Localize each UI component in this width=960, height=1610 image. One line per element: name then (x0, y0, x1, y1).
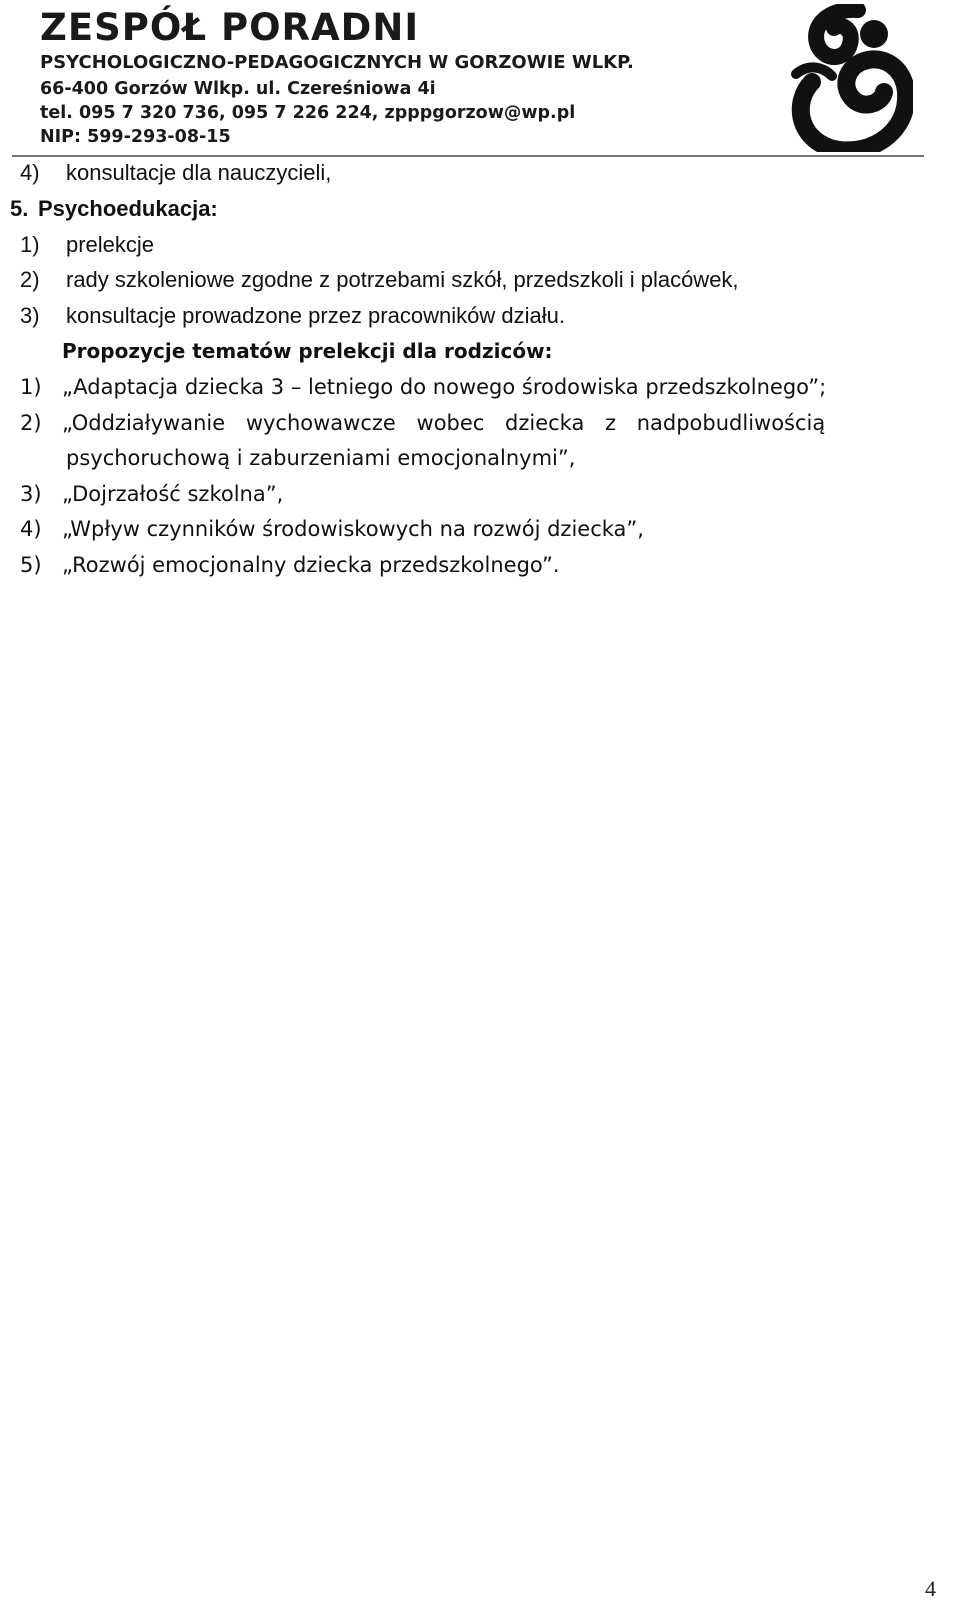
list-number: 1) (20, 375, 42, 399)
list-number: 1) (20, 232, 40, 257)
list-text: psychoruchową i zaburzeniami emocjonalnymi”, (66, 446, 576, 470)
mother-child-logo-icon (788, 4, 913, 152)
list-number: 4) (20, 160, 40, 185)
list-text: „Adaptacja dziecka 3 – letniego do nowego środowiska przedszkolnego”; (62, 375, 827, 399)
letterhead (0, 0, 960, 165)
list-number: 3) (20, 303, 40, 328)
list-number: 2) (20, 267, 40, 292)
list-number: 5) (20, 553, 42, 577)
list-number: 2) (20, 411, 42, 435)
list-text: prelekcje (66, 232, 155, 257)
institution-subtitle: PSYCHOLOGICZNO-PEDAGOGICZNYCH W GORZOWIE WLKP. (40, 52, 634, 73)
institution-address: 66-400 Gorzów Wlkp. ul. Czereśniowa 4i (40, 79, 436, 99)
institution-contact: tel. 095 7 320 736, 095 7 226 224, zpppgorzow@wp.pl (40, 103, 576, 123)
section-number: 5. (10, 196, 29, 221)
list-text: „Dojrzałość szkolna”, (62, 482, 284, 506)
list-text: „Oddziaływanie wychowawcze wobec dziecka z nadpobudliwością (62, 411, 826, 435)
header-divider (12, 155, 924, 157)
list-text: konsultacje prowadzone przez pracowników działu. (66, 303, 565, 328)
list-number: 4) (20, 517, 42, 541)
list-text: rady szkoleniowe zgodne z potrzebami szkół, przedszkoli i placówek, (66, 267, 739, 292)
institution-name: ZESPÓŁ PORADNI (40, 6, 420, 49)
list-text: „Wpływ czynników środowiskowych na rozwój dziecka”, (62, 517, 644, 541)
list-text: „Rozwój emocjonalny dziecka przedszkolnego”. (62, 553, 560, 577)
page-number: 4 (925, 1576, 936, 1601)
proposals-heading: Propozycje tematów prelekcji dla rodziców: (62, 339, 553, 363)
list-number: 3) (20, 482, 42, 506)
section-title: Psychoedukacja: (38, 196, 218, 221)
institution-nip: NIP: 599-293-08-15 (40, 127, 231, 147)
list-text: konsultacje dla nauczycieli, (66, 160, 332, 185)
